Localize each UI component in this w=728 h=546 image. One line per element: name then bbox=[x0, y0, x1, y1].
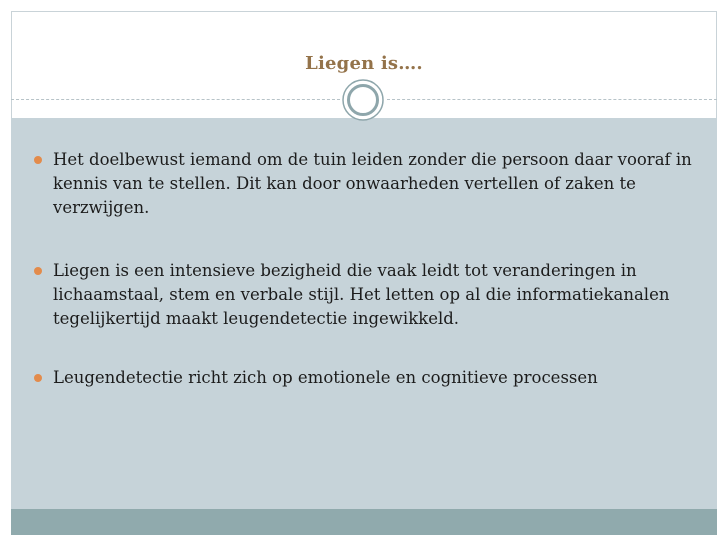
title-divider-right bbox=[387, 99, 717, 100]
bullet-text: Leugendetectie richt zich op emotionele en cognitieve processen bbox=[53, 368, 598, 387]
bullet-dot-icon bbox=[34, 267, 42, 275]
bullet-text: Het doelbewust iemand om de tuin leiden zonder die persoon daar vooraf in kennis van te stellen. Dit kan door onwaarheden vertellen of zaken te verzwijgen. bbox=[53, 150, 692, 217]
bullet-text: Liegen is een intensieve bezigheid die vaak leidt tot veranderingen in lichaamstaal, stem en verbale stijl. Het letten op al die informatiekanalen tegelijkertijd maakt leugendetectie ingewikkeld. bbox=[53, 261, 670, 328]
title-divider-left bbox=[11, 99, 340, 100]
bullet-dot-icon bbox=[34, 374, 42, 382]
double-circle-icon bbox=[341, 78, 385, 122]
bullet-item bbox=[34, 259, 694, 331]
bullet-item bbox=[34, 148, 694, 220]
bullet-item bbox=[34, 366, 694, 390]
slide-title: Liegen is…. bbox=[305, 53, 423, 74]
bullet-dot-icon bbox=[34, 156, 42, 164]
footer-bar bbox=[11, 509, 717, 535]
